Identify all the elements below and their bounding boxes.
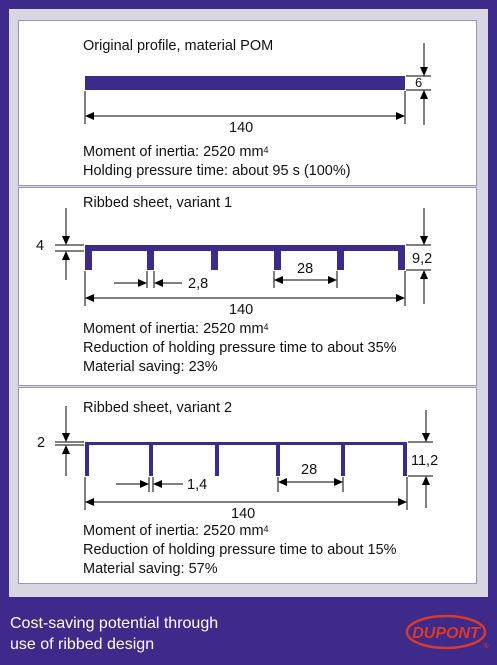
dimension-rib-thickness: 1,4: [187, 477, 208, 493]
rib: [85, 442, 89, 476]
dimension-pitch: 28: [297, 261, 314, 277]
material-saving: Material saving: 57%: [83, 561, 218, 577]
dimension-wall-thickness: 2: [37, 435, 46, 451]
moment-of-inertia: Moment of inertia: 2520 $mm^4$: [83, 144, 269, 160]
logo-text: DUPONT: [412, 625, 480, 642]
registered-mark: ®: [483, 643, 489, 650]
panel-title: Ribbed sheet, variant 2: [83, 400, 233, 416]
dimension-pitch: 28: [301, 462, 318, 478]
dimension-height: 9,2: [412, 251, 433, 267]
material-saving: Material saving: 23%: [83, 359, 218, 375]
dimension-width: 140: [229, 120, 254, 136]
rib: [403, 442, 407, 476]
profile-bar: [85, 76, 405, 90]
rib: [149, 442, 153, 476]
holding-pressure-time: Holding pressure time: about 95 s (100%): [83, 163, 351, 179]
rib: [337, 245, 344, 270]
panel-title: Original profile, material POM: [83, 38, 274, 54]
ribbed-plate: [85, 245, 405, 251]
figure-caption: [10, 613, 310, 655]
rib: [211, 245, 218, 270]
dimension-height: 11,2: [411, 453, 439, 469]
panel-ribbed-variant-1: [18, 187, 477, 386]
dimension-thickness: 6: [415, 75, 423, 90]
dimension-width: 140: [229, 302, 254, 318]
dimension-rib-thickness: 2,8: [188, 276, 209, 292]
rib: [341, 442, 345, 476]
dimension-width: 140: [231, 506, 256, 522]
rib: [274, 245, 281, 270]
dimension-wall-thickness: 4: [36, 238, 45, 254]
rib: [85, 245, 92, 270]
ribbed-plate: [85, 442, 407, 445]
panel-title: Ribbed sheet, variant 1: [83, 195, 233, 211]
caption-line-1: Cost-saving potential through: [10, 615, 219, 632]
dupont-logo: [406, 614, 490, 650]
holding-pressure-reduction: Reduction of holding pressure time to about 15%: [83, 542, 397, 558]
panel-original-profile: [18, 20, 477, 186]
moment-of-inertia: Moment of inertia: 2520 $mm^4$: [83, 321, 269, 337]
holding-pressure-reduction: Reduction of holding pressure time to about 35%: [83, 340, 397, 356]
rib: [215, 442, 219, 476]
rib: [147, 245, 154, 270]
rib: [398, 245, 405, 270]
moment-of-inertia: Moment of inertia: 2520 $mm^4$: [83, 523, 269, 539]
caption-line-2: use of ribbed design: [10, 636, 155, 653]
dupont-logo-mark: [406, 614, 490, 650]
rib: [276, 442, 280, 476]
panel-ribbed-variant-2: [18, 387, 477, 584]
